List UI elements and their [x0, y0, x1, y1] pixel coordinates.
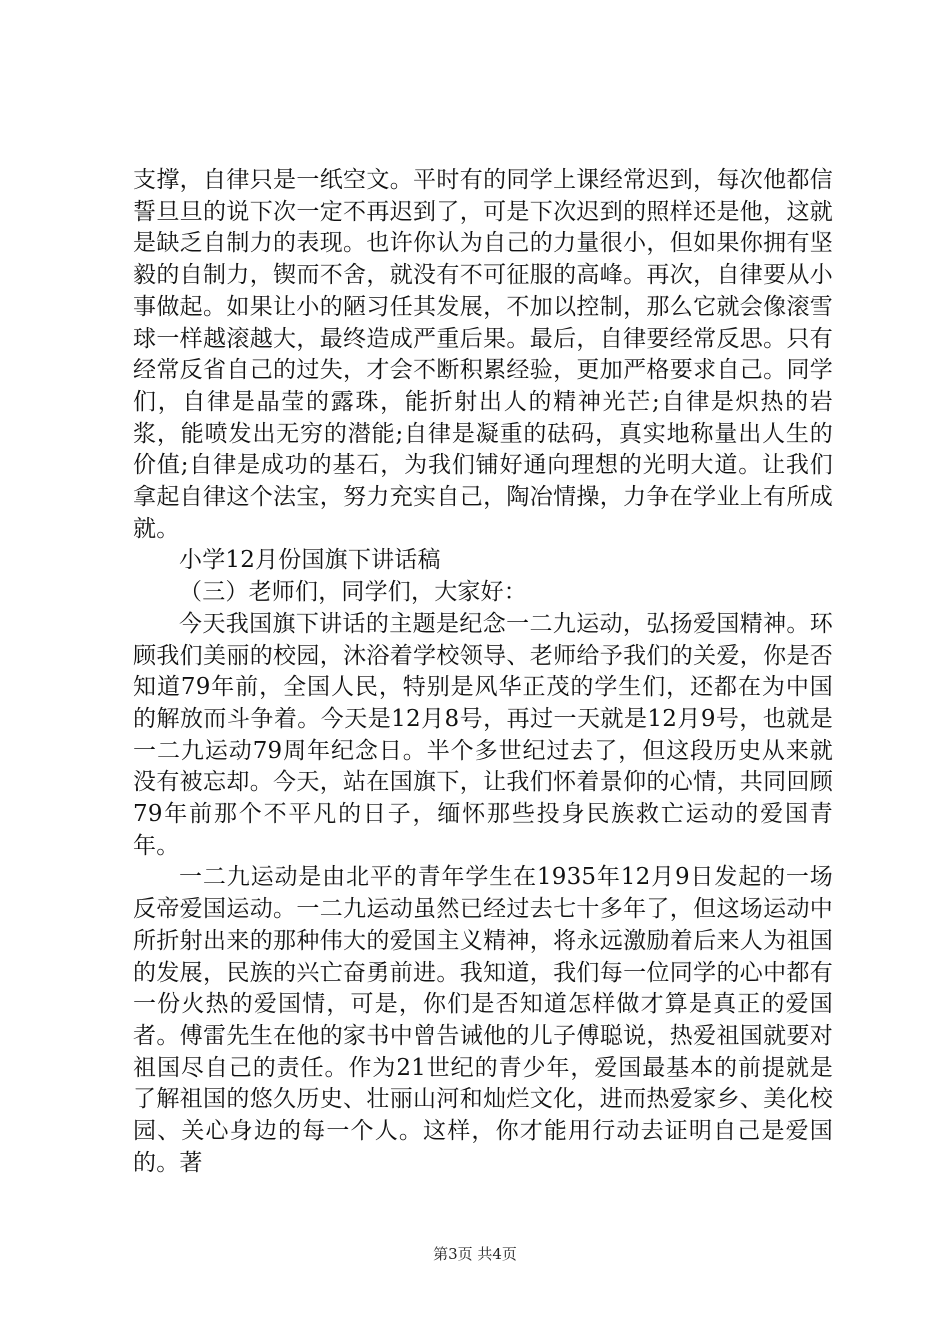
page-footer: 第3页 共4页 [433, 1245, 517, 1263]
document-body [133, 165, 833, 1180]
paragraph: 一二九运动是由北平的青年学生在1935年12月9日发起的一场反帝爱国运动。一二九运动虽然已经过去七十多年了，但这场运动中所折射出来的那种伟大的爱国主义精神，将永远激励着后来人为祖国的发展，民族的兴亡奋勇前进。我知道，我们每一位同学的心中都有一份火热的爱国情，可是，你们是否知道怎样做才算是真正的爱国者。傅雷先生在他的家书中曾告诫他的儿子傅聪说，热爱祖国就要对祖国尽自己的责任。作为21世纪的青少年，爱国最基本的前提就是了解祖国的悠久历史、壮丽山河和灿烂文化，进而热爱家乡、美化校园、关心身边的每一个人。这样，你才能用行动去证明自己是爱国的。著 [133, 864, 833, 1176]
paragraph: 今天我国旗下讲话的主题是纪念一二九运动，弘扬爱国精神。环顾我们美丽的校园，沐浴着学校领导、老师给予我们的关爱，你是否知道79年前，全国人民，特别是风华正茂的学生们，还都在为中国的解放而斗争着。今天是12月8号，再过一天就是12月9号，也就是一二九运动79周年纪念日。半个多世纪过去了，但这段历史从来就没有被忘却。今天，站在国旗下，让我们怀着景仰的心情，共同回顾79年前那个不平凡的日子，缅怀那些投身民族救亡运动的爱国青年。 [133, 610, 833, 859]
section-title: 小学12月份国旗下讲话稿 [179, 547, 441, 574]
paragraph-continuation: 支撑，自律只是一纸空文。平时有的同学上课经常迟到，每次他都信誓旦旦的说下次一定不再迟到了，可是下次迟到的照样还是他，这就是缺乏自制力的表现。也许你认为自己的力量很小，但如果你拥有坚毅的自制力，锲而不舍，就没有不可征服的高峰。再次，自律要从小事做起。如果让小的陋习任其发展，不加以控制，那么它就会像滚雪球一样越滚越大，最终造成严重后果。最后，自律要经常反思。只有经常反省自己的过失，才会不断积累经验，更加严格要求自己。同学们，自律是晶莹的露珠，能折射出人的精神光芒;自律是炽热的岩浆，能喷发出无穷的潜能;自律是凝重的砝码，真实地称量出人生的价值;自律是成功的基石，为我们铺好通向理想的光明大道。让我们拿起自律这个法宝，努力充实自己，陶冶情操，力争在学业上有所成就。 [133, 167, 833, 542]
greeting-line: （三）老师们，同学们，大家好： [179, 579, 527, 606]
